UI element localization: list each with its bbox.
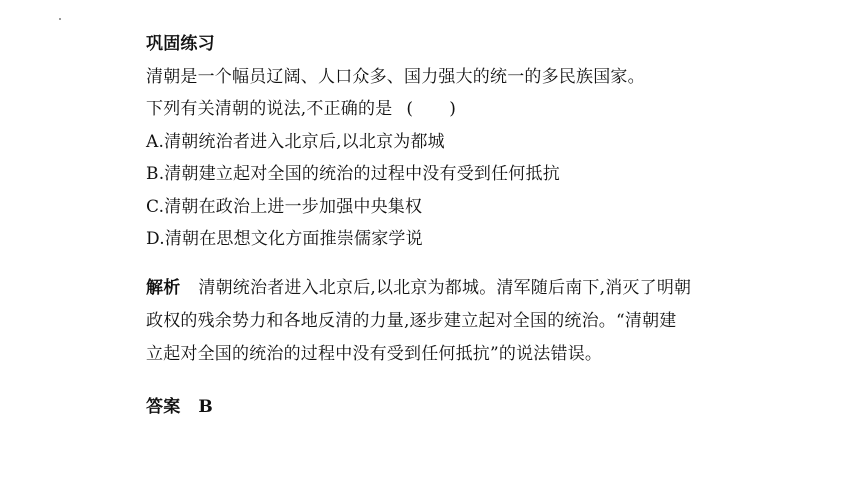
option-d: D.清朝在思想文化方面推崇儒家学说: [146, 229, 423, 249]
analysis-text: 清朝统治者进入北京后,以北京为都城。清军随后南下,消灭了明朝: [198, 277, 692, 298]
answer-value: B: [198, 396, 213, 417]
answer-label: 答案: [146, 396, 181, 417]
decorative-dot: [59, 18, 61, 20]
option-a: A.清朝统治者进入北京后,以北京为都城: [146, 131, 445, 152]
analysis-line: [146, 272, 786, 305]
exercise-content: [146, 28, 786, 423]
analysis-line: 立起对全国的统治的过程中没有受到任何抵抗”的说法错误。: [146, 343, 603, 364]
page-title: 巩固练习: [146, 34, 215, 54]
option-c: C.清朝在政治上进一步加强中央集权: [146, 196, 423, 217]
answer-bracket-open: (: [406, 99, 414, 119]
analysis-block: [146, 272, 786, 371]
option-b: B.清朝建立起对全国的统治的过程中没有受到任何抵抗: [146, 164, 560, 184]
answer-bracket-close: ): [449, 99, 457, 119]
analysis-line: 政权的残余势力和各地反清的力量,逐步建立起对全国的统治。“清朝建: [146, 310, 677, 331]
question-prompt: [146, 93, 786, 126]
analysis-label: 解析: [146, 277, 181, 298]
answer-line: [146, 391, 786, 424]
question-intro: 清朝是一个幅员辽阔、人口众多、国力强大的统一的多民族国家。: [146, 66, 645, 87]
question-prompt-text: 下列有关清朝的说法,不正确的是: [146, 99, 393, 119]
